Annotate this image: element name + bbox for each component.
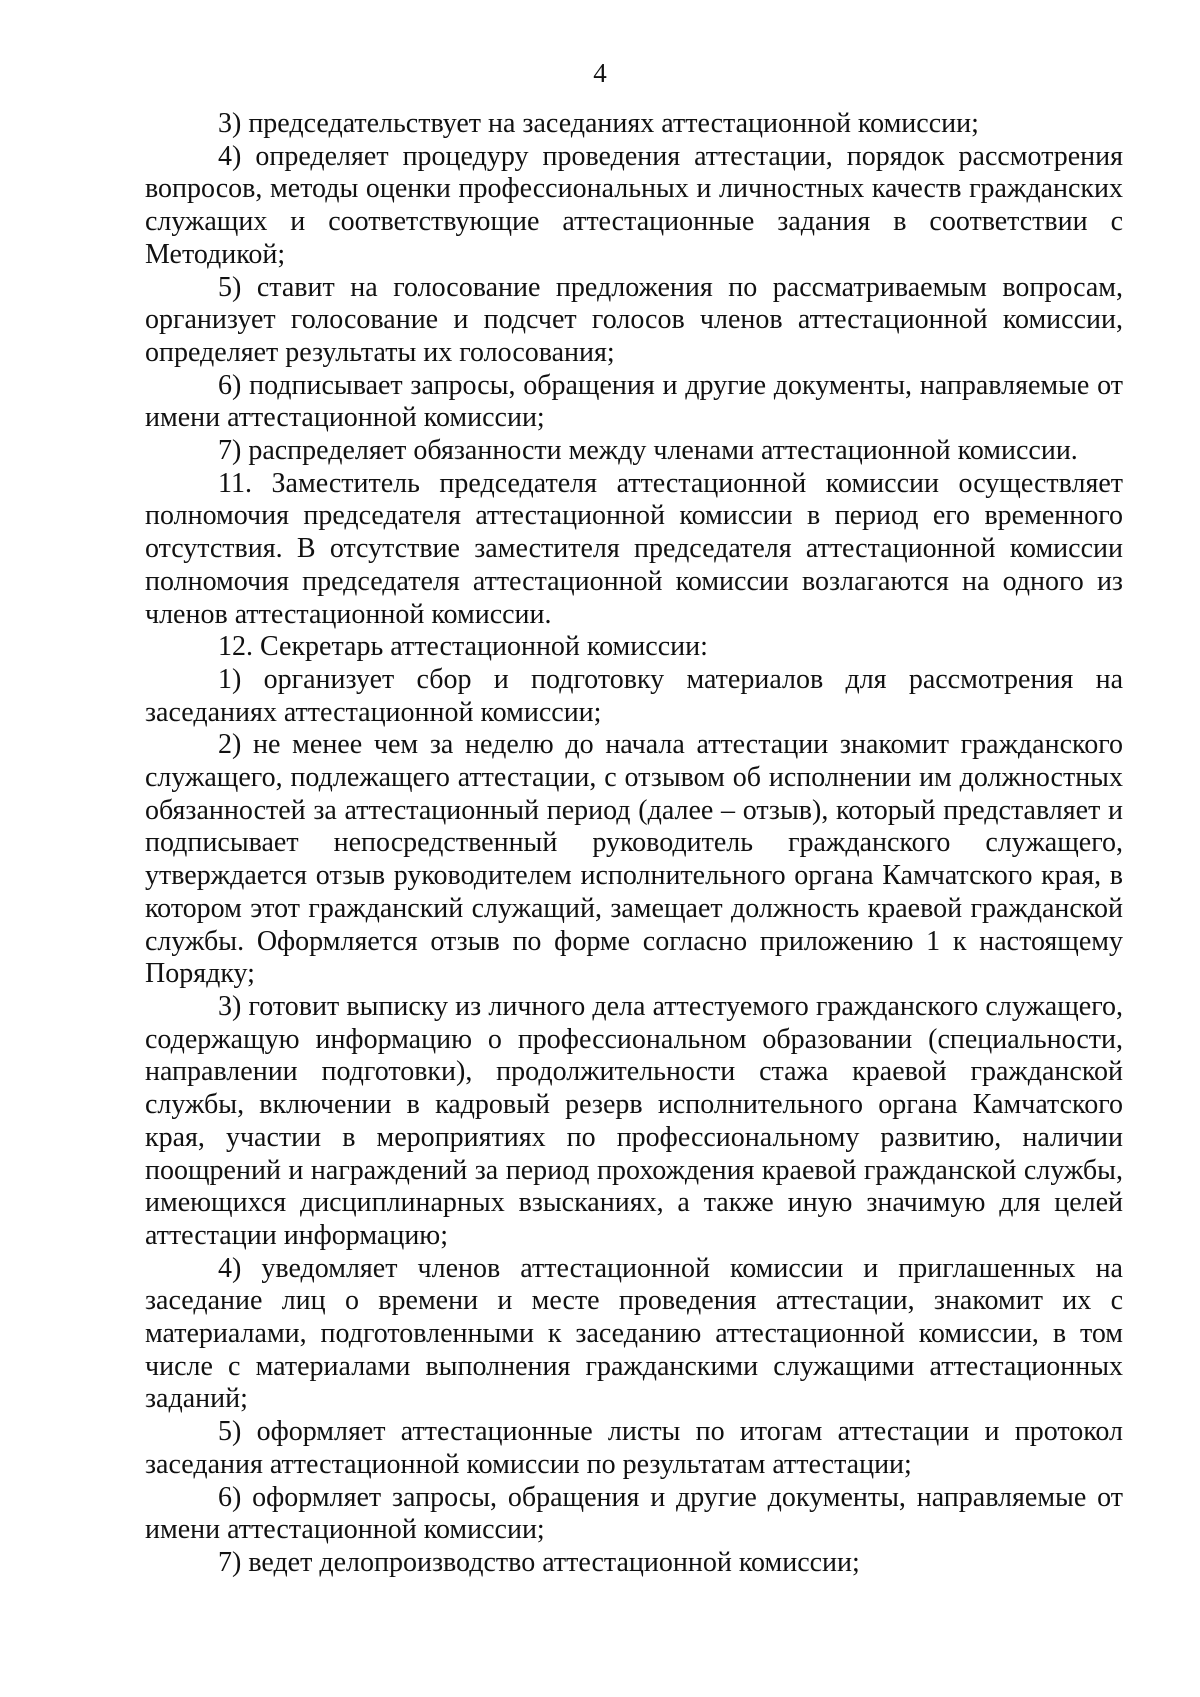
paragraph-secretary-requests: 6) оформляет запросы, обращения и другие документы, направляемые от имени аттестационной комиссии; (145, 1481, 1123, 1546)
paragraph-chair-signs: 6) подписывает запросы, обращения и другие документы, направляемые от имени аттестационной комиссии; (145, 369, 1123, 434)
paragraph-secretary-sheets: 5) оформляет аттестационные листы по итогам аттестации и протокол заседания аттестационной комиссии по результатам аттестации; (145, 1416, 1123, 1480)
paragraph-chair-presides: 3) председательствует на заседаниях аттестационной комиссии; (218, 108, 979, 139)
paragraph-chair-voting: 5) ставит на голосование предложения по рассматриваемым вопросам, организует голосование и подсчет голосов членов аттестационной комиссии, определяет результаты их голосования; (145, 271, 1123, 368)
document-body (145, 108, 1123, 1580)
paragraph-secretary-review: 2) не менее чем за неделю до начала аттестации знакомит гражданского служащего, подлежащего аттестации, с отзывом об исполнении им должностных обязанностей за аттестационный период (далее – отзыв), который представляет и подписывает непосредственный руководитель гражданского служащего, утверждается отзыв руководителем исполнительного органа Камчатского края, в котором этот гражданский служащий, замещает должность краевой гражданской службы. Оформляется отзыв по форме согласно приложению 1 к настоящему Порядку; (145, 729, 1123, 990)
paragraph-section-12-heading: 12. Секретарь аттестационной комиссии: (218, 631, 708, 663)
page-number: 4 (593, 58, 607, 88)
paragraph-secretary-notifies: 4) уведомляет членов аттестационной комиссии и приглашенных на заседание лиц о времени и месте проведения аттестации, знакомит их с материалами, подготовленными к заседанию аттестационной комиссии, в том числе с материалами выполнения гражданскими служащими аттестационных заданий; (145, 1252, 1123, 1415)
paragraph-secretary-extract: 3) готовит выписку из личного дела аттестуемого гражданского служащего, содержащую информацию о профессиональном образовании (специальности, направлении подготовки), продолжительности стажа краевой гражданской службы, включении в кадровый резерв исполнительного органа Камчатского края, участии в мероприятиях по профессиональному развитию, наличии поощрений и награждений за период прохождения краевой гражданской службы, имеющихся дисциплинарных взысканиях, а также иную значимую для целей аттестации информацию; (145, 990, 1123, 1251)
paragraph-chair-duties: 7) распределяет обязанности между членами аттестационной комиссии. (218, 435, 1078, 467)
paragraph-secretary-materials: 1) организует сбор и подготовку материалов для рассмотрения на заседаниях аттестационной комиссии; (145, 663, 1123, 728)
paragraph-chair-procedure: 4) определяет процедуру проведения аттестации, порядок рассмотрения вопросов, методы оценки профессиональных и личностных качеств гражданских служащих и соответствующие аттестационные задания в соответствии с Методикой; (145, 140, 1123, 270)
paragraph-section-11: 11. Заместитель председателя аттестационной комиссии осуществляет полномочия председателя аттестационной комиссии в период его временного отсутствия. В отсутствие заместителя председателя аттестационной комиссии полномочия председателя аттестационной комиссии возлагаются на одного из членов аттестационной комиссии. (145, 467, 1123, 630)
paragraph-secretary-records: 7) ведет делопроизводство аттестационной комиссии; (218, 1546, 860, 1578)
